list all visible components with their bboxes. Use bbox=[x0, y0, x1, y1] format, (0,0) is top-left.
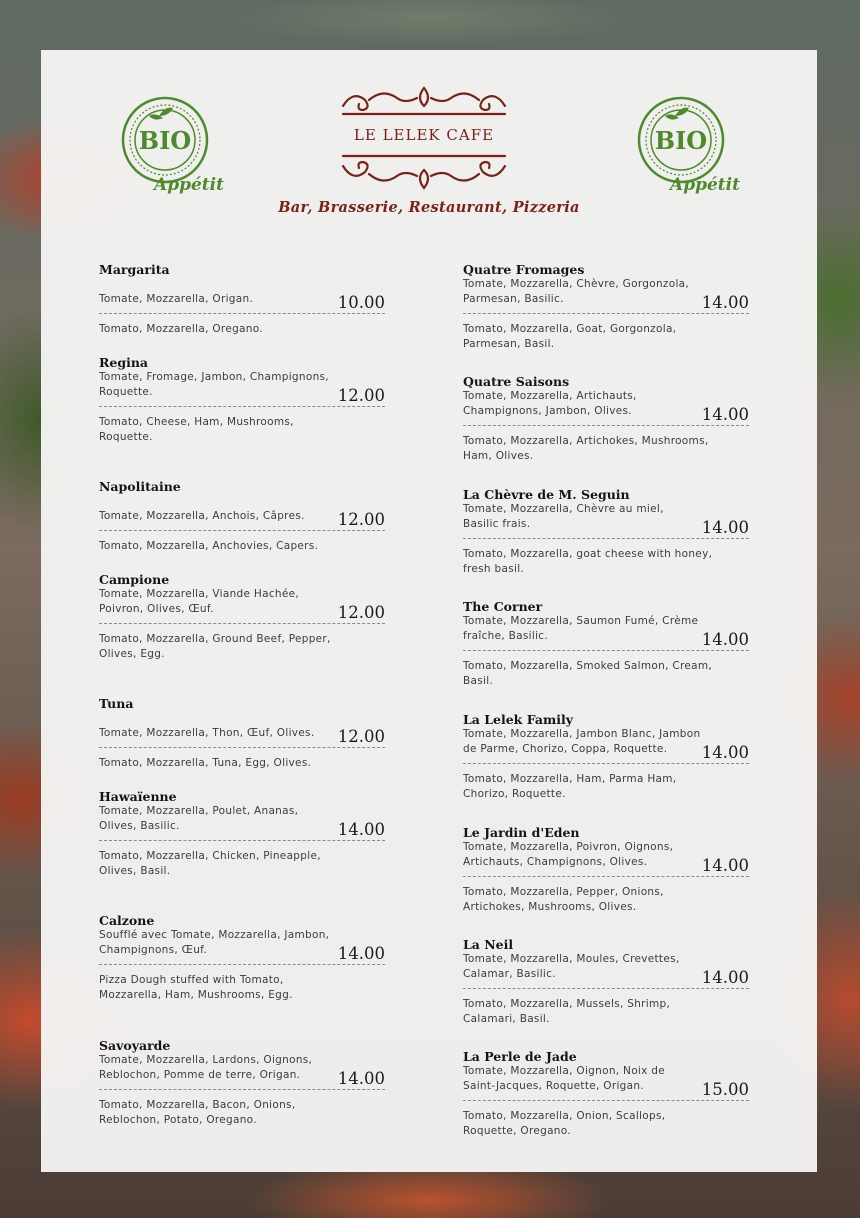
item-description-en: Tomato, Mozzarella, Oregano. bbox=[99, 323, 263, 335]
item-description-en: Tomato, Mozzarella, Bacon, Onions, Reblochon, Potato, Oregano. bbox=[99, 1099, 296, 1126]
item-description-fr: Tomate, Mozzarella, Jambon Blanc, Jambon de Parme, Chorizo, Coppa, Roquette. bbox=[463, 728, 701, 755]
dashed-divider bbox=[99, 406, 385, 407]
dashed-divider bbox=[463, 876, 749, 877]
item-description-fr: Tomate, Mozzarella, Viande Hachée, Poivron, Olives, Œuf. bbox=[99, 588, 300, 615]
item-description-en: Tomato, Mozzarella, Smoked Salmon, Cream, Basil. bbox=[463, 660, 713, 687]
item-price: 12.00 bbox=[337, 510, 385, 529]
item-name: Tuna bbox=[99, 696, 134, 711]
item-name: La Lelek Family bbox=[463, 712, 573, 727]
tagline: Bar, Brasserie, Restaurant, Pizzeria bbox=[278, 199, 580, 216]
item-name: Regina bbox=[99, 355, 149, 370]
item-description-en: Pizza Dough stuffed with Tomato, Mozzarella, Ham, Mushrooms, Egg. bbox=[99, 974, 293, 1001]
ornament-bottom-icon bbox=[343, 156, 505, 188]
menu-item bbox=[463, 711, 749, 802]
item-name: Le Jardin d'Eden bbox=[463, 825, 580, 840]
item-description-fr: Tomate, Mozzarella, Origan. bbox=[99, 293, 254, 305]
item-name: Margarita bbox=[99, 262, 170, 277]
item-description-fr: Tomate, Mozzarella, Poulet, Ananas, Olives, Basilic. bbox=[99, 805, 299, 832]
item-description-en: Tomato, Mozzarella, Anchovies, Capers. bbox=[99, 540, 319, 552]
menu-item bbox=[99, 261, 385, 337]
item-price: 14.00 bbox=[701, 743, 749, 762]
item-name: Hawaïenne bbox=[99, 789, 177, 804]
item-name: The Corner bbox=[463, 599, 543, 614]
menu-item bbox=[463, 373, 749, 464]
item-price: 14.00 bbox=[337, 820, 385, 839]
leaf-icon bbox=[159, 108, 173, 116]
dashed-divider bbox=[99, 530, 385, 531]
dashed-divider bbox=[99, 840, 385, 841]
item-description-en: Tomato, Mozzarella, Tuna, Egg, Olives. bbox=[99, 757, 312, 769]
item-description-fr: Tomate, Mozzarella, Chèvre au miel, Basilic frais. bbox=[463, 503, 664, 530]
menu-item bbox=[463, 936, 749, 1027]
item-description-fr: Tomate, Mozzarella, Anchois, Câpres. bbox=[99, 510, 305, 522]
item-description-en: Tomato, Mozzarella, Artichokes, Mushrooms, Ham, Olives. bbox=[463, 435, 709, 462]
menu-item bbox=[99, 788, 385, 879]
item-description-fr: Tomate, Fromage, Jambon, Champignons, Roquette. bbox=[99, 371, 329, 398]
item-description-fr: Tomate, Mozzarella, Poivron, Oignons, Artichauts, Champignons, Olives. bbox=[463, 841, 674, 868]
item-price: 14.00 bbox=[337, 944, 385, 963]
seal-script: Appétit bbox=[670, 175, 740, 195]
item-price: 14.00 bbox=[701, 630, 749, 649]
seal-text: BIO bbox=[138, 126, 192, 155]
item-price: 14.00 bbox=[701, 518, 749, 537]
menu-item bbox=[463, 486, 749, 577]
item-name: Napolitaine bbox=[99, 479, 181, 494]
menu-item bbox=[463, 1048, 749, 1139]
item-price: 15.00 bbox=[701, 1080, 749, 1099]
item-description-fr: Tomate, Mozzarella, Lardons, Oignons, Reblochon, Pomme de terre, Origan. bbox=[99, 1054, 313, 1081]
item-description-en: Tomato, Mozzarella, Goat, Gorgonzola, Parmesan, Basil. bbox=[463, 323, 677, 350]
item-name: Calzone bbox=[99, 913, 155, 928]
item-price: 14.00 bbox=[337, 1069, 385, 1088]
dashed-divider bbox=[99, 1089, 385, 1090]
seal-text: BIO bbox=[654, 126, 708, 155]
seal-script: Appétit bbox=[154, 175, 224, 195]
menu-item bbox=[463, 598, 749, 689]
item-description-en: Tomato, Mozzarella, Pepper, Onions, Artichokes, Mushrooms, Olives. bbox=[463, 886, 664, 913]
menu-item bbox=[99, 695, 385, 771]
item-name: La Neil bbox=[463, 937, 514, 952]
item-name: La Chèvre de M. Seguin bbox=[463, 487, 630, 502]
item-name: Quatre Saisons bbox=[463, 374, 570, 389]
dashed-divider bbox=[463, 1100, 749, 1101]
menu-item bbox=[463, 824, 749, 915]
item-name: La Perle de Jade bbox=[463, 1049, 577, 1064]
dashed-divider bbox=[99, 964, 385, 965]
item-description-fr: Tomate, Mozzarella, Artichauts, Champignons, Jambon, Olives. bbox=[463, 390, 637, 417]
item-price: 12.00 bbox=[337, 727, 385, 746]
item-description-en: Tomato, Mozzarella, Ground Beef, Pepper, Olives, Egg. bbox=[99, 633, 331, 660]
item-description-en: Tomato, Mozzarella, goat cheese with honey, fresh basil. bbox=[463, 548, 713, 575]
item-name: Savoyarde bbox=[99, 1038, 171, 1053]
item-description-en: Tomato, Mozzarella, Ham, Parma Ham, Chorizo, Roquette. bbox=[463, 773, 677, 800]
menu-item bbox=[99, 912, 385, 1003]
item-description-fr: Tomate, Mozzarella, Thon, Œuf, Olives. bbox=[99, 727, 315, 739]
dashed-divider bbox=[463, 763, 749, 764]
item-name: Quatre Fromages bbox=[463, 262, 585, 277]
item-description-fr: Tomate, Mozzarella, Moules, Crevettes, Calamar, Basilic. bbox=[463, 953, 680, 980]
bio-seal-right bbox=[635, 94, 747, 206]
dashed-divider bbox=[99, 623, 385, 624]
dashed-divider bbox=[99, 747, 385, 748]
item-description-en: Tomato, Mozzarella, Onion, Scallops, Roquette, Oregano. bbox=[463, 1110, 666, 1137]
item-price: 12.00 bbox=[337, 603, 385, 622]
item-price: 10.00 bbox=[337, 293, 385, 312]
item-description-en: Tomato, Mozzarella, Mussels, Shrimp, Calamari, Basil. bbox=[463, 998, 671, 1025]
menu-item bbox=[463, 261, 749, 352]
menu-item bbox=[99, 571, 385, 662]
item-price: 12.00 bbox=[337, 386, 385, 405]
dashed-divider bbox=[463, 313, 749, 314]
item-description-en: Tomato, Mozzarella, Chicken, Pineapple, Olives, Basil. bbox=[99, 850, 321, 877]
menu-card bbox=[41, 50, 817, 1172]
dashed-divider bbox=[463, 425, 749, 426]
ornament-top-icon bbox=[343, 88, 505, 114]
item-description-fr: Tomate, Mozzarella, Saumon Fumé, Crème fraîche, Basilic. bbox=[463, 615, 699, 642]
cafe-name: LE LELEK CAFE bbox=[353, 126, 495, 144]
bio-seal-left bbox=[119, 94, 231, 206]
dashed-divider bbox=[463, 650, 749, 651]
item-description-fr: Tomate, Mozzarella, Oignon, Noix de Saint-Jacques, Roquette, Origan. bbox=[463, 1065, 666, 1092]
menu-item bbox=[99, 1037, 385, 1128]
menu-item bbox=[99, 354, 385, 445]
item-price: 14.00 bbox=[701, 856, 749, 875]
item-description-en: Tomato, Cheese, Ham, Mushrooms, Roquette. bbox=[99, 416, 294, 443]
dashed-divider bbox=[463, 988, 749, 989]
item-description-fr: Soufflé avec Tomate, Mozzarella, Jambon, Champignons, Œuf. bbox=[99, 929, 330, 956]
menu-item bbox=[99, 478, 385, 554]
item-price: 14.00 bbox=[701, 968, 749, 987]
item-price: 14.00 bbox=[701, 293, 749, 312]
item-description-fr: Tomate, Mozzarella, Chèvre, Gorgonzola, Parmesan, Basilic. bbox=[463, 278, 690, 305]
item-price: 14.00 bbox=[701, 405, 749, 424]
item-name: Campione bbox=[99, 572, 170, 587]
dashed-divider bbox=[99, 313, 385, 314]
dashed-divider bbox=[463, 538, 749, 539]
cafe-logo bbox=[339, 84, 509, 194]
leaf-icon bbox=[675, 108, 689, 116]
